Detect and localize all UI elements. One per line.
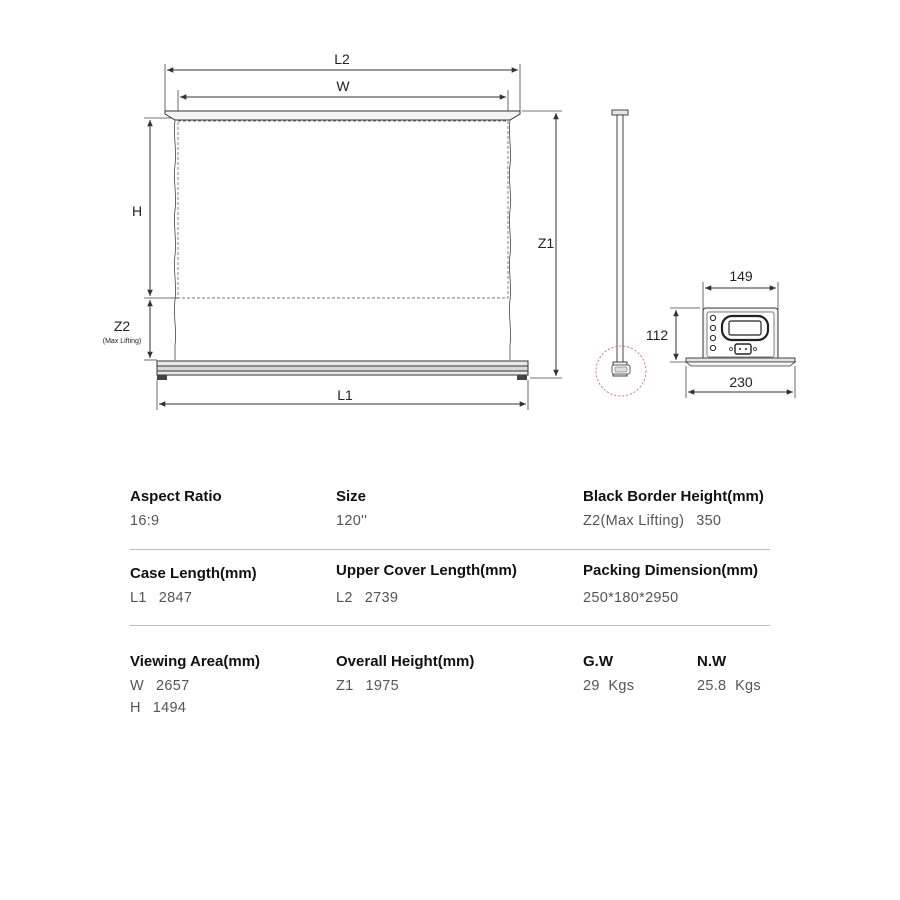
upper-cover-bar	[165, 111, 520, 120]
technical-drawing	[0, 0, 900, 440]
spec-heading: G.W	[583, 653, 613, 670]
spec-key: L2	[336, 590, 353, 606]
spec-value-row	[130, 678, 260, 694]
spec-size	[336, 488, 367, 529]
z1-dimension	[522, 111, 562, 378]
spec-key: Z1	[336, 678, 354, 694]
spec-heading: Size	[336, 488, 367, 505]
viewing-area-outline	[178, 121, 508, 298]
z2-note: (Max Lifting)	[102, 338, 142, 345]
spec-heading: N.W	[697, 653, 727, 670]
spec-aspect-ratio	[130, 488, 222, 529]
spec-value: 250*180*2950	[583, 590, 679, 606]
spec-value: 350	[696, 513, 722, 529]
spec-heading: Case Length(mm)	[130, 565, 257, 582]
spec-net-weight	[697, 653, 761, 694]
spec-row-1	[130, 488, 770, 550]
spec-heading: Viewing Area(mm)	[130, 653, 261, 670]
side-view	[596, 110, 646, 396]
spec-heading: Upper Cover Length(mm)	[336, 562, 517, 579]
spec-case-length	[130, 565, 257, 606]
z1-label: Z1	[537, 235, 555, 251]
l2-label: L2	[334, 51, 350, 67]
spec-value: 16:9	[130, 513, 160, 529]
spec-value-row	[336, 590, 517, 606]
spec-gross-weight	[583, 653, 634, 694]
spec-value-row	[130, 700, 260, 716]
spec-key: H	[130, 700, 141, 716]
spec-upper-cover	[336, 562, 517, 606]
case-width-label: 149	[729, 268, 753, 284]
spec-viewing-area	[130, 653, 260, 716]
end-view-detail	[646, 268, 795, 398]
spec-value: 2657	[156, 678, 190, 694]
spec-value-row	[583, 513, 764, 529]
h-dimension	[132, 118, 178, 298]
spec-black-border	[583, 488, 764, 529]
spec-key: W	[130, 678, 144, 694]
bottom-case	[157, 361, 528, 380]
base-width-label: 230	[729, 374, 753, 390]
spec-value: 29 Kgs	[583, 678, 635, 694]
spec-value-row	[130, 590, 257, 606]
l1-dimension	[157, 380, 528, 410]
w-label: W	[336, 78, 350, 94]
spec-value-row	[336, 678, 474, 694]
spec-row-2	[130, 550, 770, 641]
spec-key: Z2(Max Lifting)	[583, 513, 685, 529]
spec-key: L1	[130, 590, 147, 606]
spec-overall-height	[336, 653, 474, 694]
z2-dimension	[103, 300, 157, 360]
l1-label: L1	[337, 387, 353, 403]
spec-heading: Aspect Ratio	[130, 488, 222, 505]
row-divider	[130, 625, 770, 626]
spec-value: 1975	[365, 678, 399, 694]
spec-table	[130, 488, 770, 731]
spec-value: 2847	[158, 590, 193, 606]
spec-value: 2739	[364, 590, 399, 606]
h-label: H	[131, 203, 143, 219]
spec-heading: Packing Dimension(mm)	[583, 562, 759, 579]
spec-value: 120''	[336, 513, 368, 529]
w-dimension	[178, 78, 508, 112]
screen-right-edge	[509, 120, 510, 360]
spec-value: 25.8 Kgs	[697, 678, 761, 694]
spec-value: 1494	[152, 700, 187, 716]
case-height-label: 112	[645, 327, 669, 343]
spec-packing	[583, 562, 758, 606]
z2-label: Z2	[113, 318, 131, 334]
spec-heading: Black Border Height(mm)	[583, 488, 764, 505]
spec-row-3	[130, 641, 770, 731]
screen-left-edge	[174, 120, 175, 360]
spec-heading: Overall Height(mm)	[336, 653, 475, 670]
